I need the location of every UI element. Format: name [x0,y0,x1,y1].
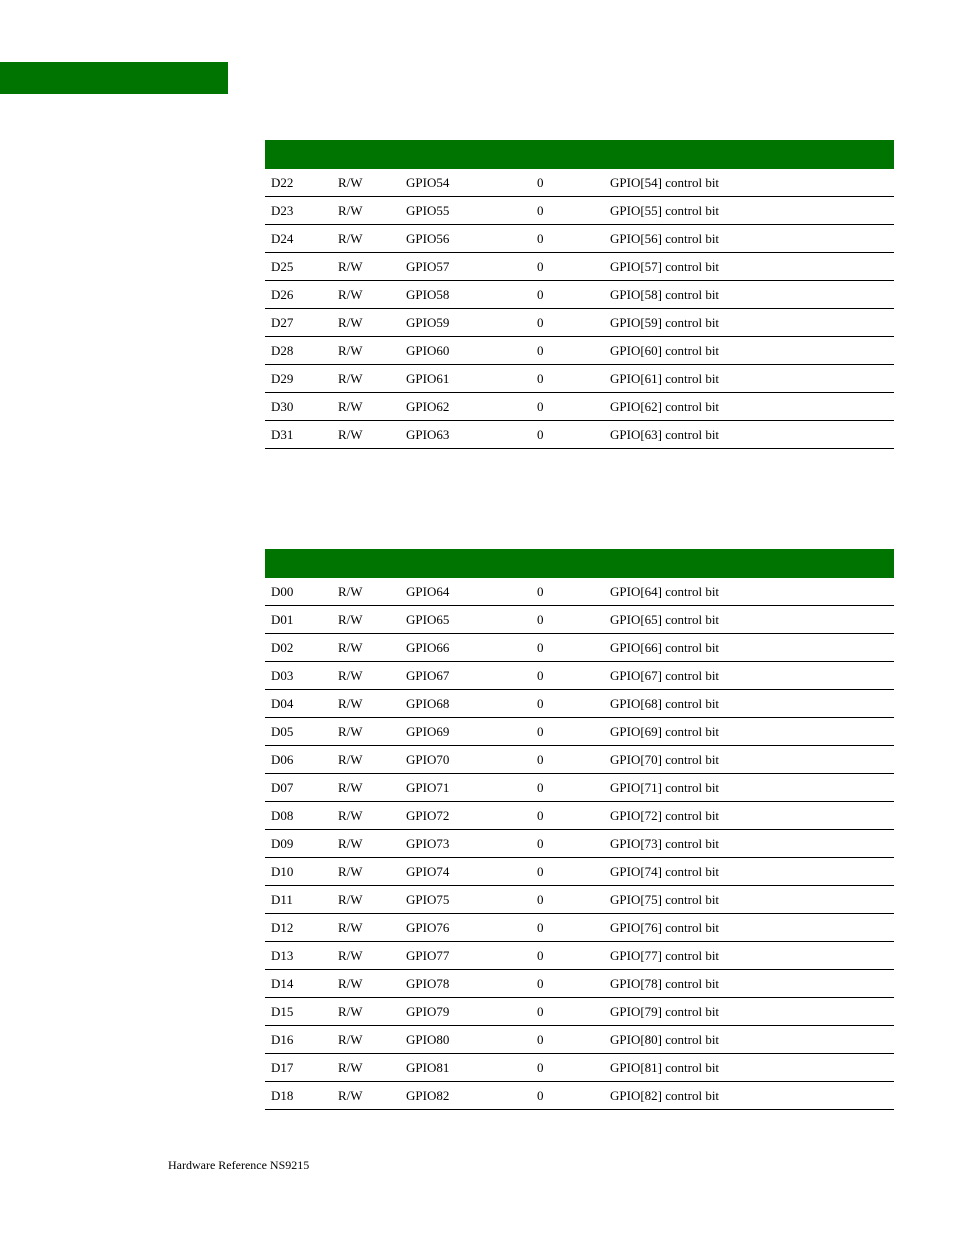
reset-cell: 0 [537,886,604,914]
bits-cell: D05 [265,718,332,746]
description-cell: GPIO[74] control bit [604,858,894,886]
table-row [265,169,894,197]
table-row [265,225,894,253]
table-row [265,662,894,690]
table-row [265,1026,894,1054]
bits-cell: D09 [265,830,332,858]
mnemonic-cell: GPIO78 [400,970,537,998]
table-row [265,830,894,858]
table-row [265,253,894,281]
description-cell: GPIO[75] control bit [604,886,894,914]
description-cell: GPIO[63] control bit [604,421,894,449]
table-row [265,421,894,449]
bits-cell: D13 [265,942,332,970]
reset-cell: 0 [537,365,604,393]
description-cell: GPIO[80] control bit [604,1026,894,1054]
bits-cell: D14 [265,970,332,998]
access-cell: R/W [332,1082,400,1110]
table-row [265,858,894,886]
access-cell: R/W [332,634,400,662]
access-cell: R/W [332,914,400,942]
reset-cell: 0 [537,634,604,662]
access-cell: R/W [332,858,400,886]
description-cell: GPIO[58] control bit [604,281,894,309]
reset-cell: 0 [537,802,604,830]
description-cell: GPIO[76] control bit [604,914,894,942]
reset-cell: 0 [537,858,604,886]
page-footer: Hardware Reference NS9215 [168,1158,310,1172]
access-cell: R/W [332,281,400,309]
bits-cell: D28 [265,337,332,365]
register-table-1 [265,140,894,449]
reset-cell: 0 [537,662,604,690]
header-cell [400,549,537,578]
table-row [265,1054,894,1082]
reset-cell: 0 [537,774,604,802]
mnemonic-cell: GPIO58 [400,281,537,309]
bits-cell: D07 [265,774,332,802]
access-cell: R/W [332,365,400,393]
description-cell: GPIO[60] control bit [604,337,894,365]
bits-cell: D08 [265,802,332,830]
table-row [265,309,894,337]
description-cell: GPIO[54] control bit [604,169,894,197]
access-cell: R/W [332,830,400,858]
reset-cell: 0 [537,746,604,774]
mnemonic-cell: GPIO80 [400,1026,537,1054]
table-header-row [265,140,894,169]
chapter-header-bar [0,62,228,94]
header-cell [604,140,894,169]
access-cell: R/W [332,225,400,253]
reset-cell: 0 [537,830,604,858]
mnemonic-cell: GPIO64 [400,578,537,606]
description-cell: GPIO[59] control bit [604,309,894,337]
bits-cell: D29 [265,365,332,393]
mnemonic-cell: GPIO60 [400,337,537,365]
access-cell: R/W [332,970,400,998]
header-cell [604,549,894,578]
table-row [265,337,894,365]
mnemonic-cell: GPIO82 [400,1082,537,1110]
description-cell: GPIO[62] control bit [604,393,894,421]
table-row [265,970,894,998]
bits-cell: D18 [265,1082,332,1110]
table-row [265,998,894,1026]
description-cell: GPIO[81] control bit [604,1054,894,1082]
description-cell: GPIO[55] control bit [604,197,894,225]
reset-cell: 0 [537,337,604,365]
bits-cell: D03 [265,662,332,690]
table-row [265,1082,894,1110]
mnemonic-cell: GPIO65 [400,606,537,634]
mnemonic-cell: GPIO68 [400,690,537,718]
table-row [265,914,894,942]
mnemonic-cell: GPIO55 [400,197,537,225]
header-cell [265,140,332,169]
access-cell: R/W [332,309,400,337]
description-cell: GPIO[73] control bit [604,830,894,858]
mnemonic-cell: GPIO81 [400,1054,537,1082]
description-cell: GPIO[69] control bit [604,718,894,746]
table-row [265,393,894,421]
reset-cell: 0 [537,393,604,421]
reset-cell: 0 [537,1054,604,1082]
table-row [265,281,894,309]
reset-cell: 0 [537,169,604,197]
access-cell: R/W [332,690,400,718]
reset-cell: 0 [537,914,604,942]
description-cell: GPIO[65] control bit [604,606,894,634]
reset-cell: 0 [537,1026,604,1054]
header-cell [332,140,400,169]
mnemonic-cell: GPIO77 [400,942,537,970]
access-cell: R/W [332,197,400,225]
mnemonic-cell: GPIO66 [400,634,537,662]
table-row [265,690,894,718]
bits-cell: D31 [265,421,332,449]
reset-cell: 0 [537,225,604,253]
bits-cell: D27 [265,309,332,337]
access-cell: R/W [332,578,400,606]
description-cell: GPIO[57] control bit [604,253,894,281]
table-row [265,746,894,774]
access-cell: R/W [332,718,400,746]
bits-cell: D10 [265,858,332,886]
description-cell: GPIO[64] control bit [604,578,894,606]
access-cell: R/W [332,421,400,449]
header-cell [537,140,604,169]
reset-cell: 0 [537,998,604,1026]
table-row [265,886,894,914]
access-cell: R/W [332,253,400,281]
access-cell: R/W [332,169,400,197]
bits-cell: D17 [265,1054,332,1082]
table-row [265,578,894,606]
table-row [265,634,894,662]
table-row [265,365,894,393]
description-cell: GPIO[67] control bit [604,662,894,690]
reset-cell: 0 [537,942,604,970]
reset-cell: 0 [537,197,604,225]
header-cell [332,549,400,578]
bits-cell: D04 [265,690,332,718]
table-row [265,774,894,802]
reset-cell: 0 [537,718,604,746]
reset-cell: 0 [537,309,604,337]
access-cell: R/W [332,1054,400,1082]
table-row [265,197,894,225]
mnemonic-cell: GPIO63 [400,421,537,449]
header-cell [537,549,604,578]
bits-cell: D24 [265,225,332,253]
reset-cell: 0 [537,1082,604,1110]
mnemonic-cell: GPIO72 [400,802,537,830]
access-cell: R/W [332,662,400,690]
access-cell: R/W [332,337,400,365]
bits-cell: D15 [265,998,332,1026]
reset-cell: 0 [537,970,604,998]
mnemonic-cell: GPIO61 [400,365,537,393]
bits-cell: D11 [265,886,332,914]
reset-cell: 0 [537,421,604,449]
reset-cell: 0 [537,253,604,281]
register-table-2 [265,549,894,1110]
bits-cell: D12 [265,914,332,942]
table-header-row [265,549,894,578]
reset-cell: 0 [537,578,604,606]
description-cell: GPIO[56] control bit [604,225,894,253]
bits-cell: D02 [265,634,332,662]
mnemonic-cell: GPIO57 [400,253,537,281]
access-cell: R/W [332,998,400,1026]
description-cell: GPIO[70] control bit [604,746,894,774]
mnemonic-cell: GPIO70 [400,746,537,774]
reset-cell: 0 [537,281,604,309]
bits-cell: D16 [265,1026,332,1054]
access-cell: R/W [332,886,400,914]
description-cell: GPIO[82] control bit [604,1082,894,1110]
access-cell: R/W [332,774,400,802]
access-cell: R/W [332,942,400,970]
access-cell: R/W [332,802,400,830]
bits-cell: D30 [265,393,332,421]
reset-cell: 0 [537,690,604,718]
table-row [265,606,894,634]
header-cell [265,549,332,578]
mnemonic-cell: GPIO62 [400,393,537,421]
table-row [265,718,894,746]
access-cell: R/W [332,1026,400,1054]
mnemonic-cell: GPIO59 [400,309,537,337]
access-cell: R/W [332,746,400,774]
bits-cell: D23 [265,197,332,225]
mnemonic-cell: GPIO75 [400,886,537,914]
description-cell: GPIO[66] control bit [604,634,894,662]
reset-cell: 0 [537,606,604,634]
mnemonic-cell: GPIO79 [400,998,537,1026]
description-cell: GPIO[71] control bit [604,774,894,802]
bits-cell: D22 [265,169,332,197]
access-cell: R/W [332,606,400,634]
mnemonic-cell: GPIO71 [400,774,537,802]
mnemonic-cell: GPIO74 [400,858,537,886]
mnemonic-cell: GPIO54 [400,169,537,197]
description-cell: GPIO[77] control bit [604,942,894,970]
description-cell: GPIO[68] control bit [604,690,894,718]
description-cell: GPIO[79] control bit [604,998,894,1026]
bits-cell: D00 [265,578,332,606]
mnemonic-cell: GPIO69 [400,718,537,746]
bits-cell: D01 [265,606,332,634]
description-cell: GPIO[61] control bit [604,365,894,393]
description-cell: GPIO[78] control bit [604,970,894,998]
mnemonic-cell: GPIO56 [400,225,537,253]
bits-cell: D06 [265,746,332,774]
mnemonic-cell: GPIO67 [400,662,537,690]
mnemonic-cell: GPIO73 [400,830,537,858]
header-cell [400,140,537,169]
mnemonic-cell: GPIO76 [400,914,537,942]
description-cell: GPIO[72] control bit [604,802,894,830]
bits-cell: D26 [265,281,332,309]
table-row [265,802,894,830]
table-row [265,942,894,970]
bits-cell: D25 [265,253,332,281]
access-cell: R/W [332,393,400,421]
